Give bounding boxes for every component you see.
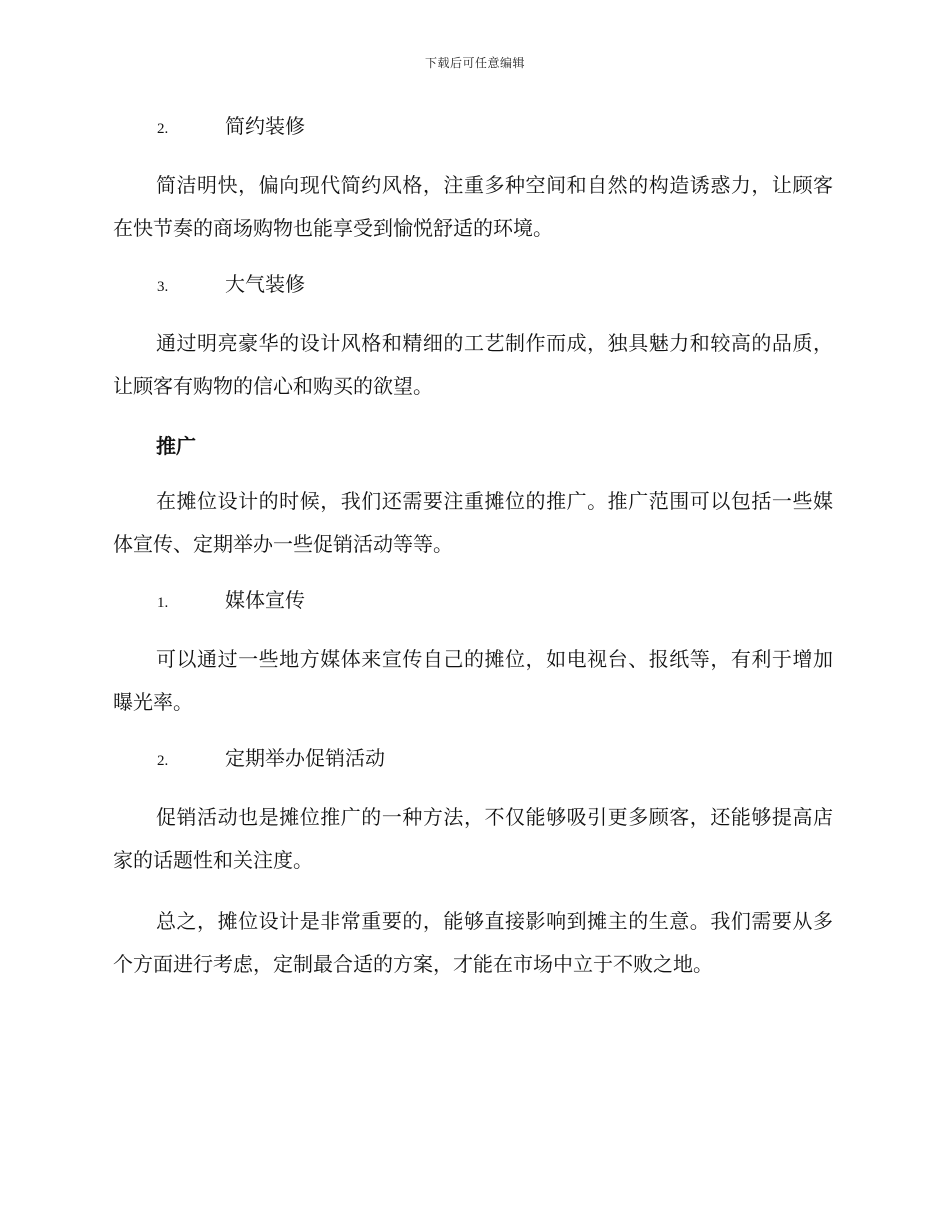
list-title: 媒体宣传 [225, 588, 305, 612]
list-number: 2. [157, 753, 169, 769]
paragraph-media: 可以通过一些地方媒体来宣传自己的摊位，如电视台、报纸等，有利于增加曝光率。 [113, 647, 833, 714]
paragraph-conclusion: 总之，摊位设计是非常重要的，能够直接影响到摊主的生意。我们需要从多个方面进行考虑，定制最合适的方案，才能在市场中立于不败之地。 [113, 909, 833, 976]
list-heading-promo-events [113, 742, 833, 782]
list-title: 定期举办促销活动 [225, 746, 385, 770]
paragraph-grand-decoration: 通过明亮豪华的设计风格和精细的工艺制作而成，独具魅力和较高的品质，让顾客有购物的信心和购买的欲望。 [113, 331, 833, 398]
section-heading-promotion: 推广 [156, 434, 196, 458]
paragraph-simple-decoration: 简洁明快，偏向现代简约风格，注重多种空间和自然的构造诱惑力，让顾客在快节奏的商场购物也能享受到愉悦舒适的环境。 [113, 173, 833, 240]
paragraph-promo-events: 促销活动也是摊位推广的一种方法，不仅能够吸引更多顾客，还能够提高店家的话题性和关注度。 [113, 805, 833, 872]
list-title: 简约装修 [225, 114, 305, 138]
list-number: 1. [157, 595, 169, 611]
list-title: 大气装修 [225, 272, 305, 296]
list-heading-simple-decoration [113, 110, 833, 150]
page-header: 下载后可任意编辑 [424, 56, 525, 70]
list-heading-media [113, 584, 833, 624]
list-number: 2. [157, 121, 169, 137]
list-number: 3. [157, 279, 169, 295]
paragraph-promotion: 在摊位设计的时候，我们还需要注重摊位的推广。推广范围可以包括一些媒体宣传、定期举办一些促销活动等等。 [113, 489, 833, 556]
list-heading-grand-decoration [113, 268, 833, 308]
document-body [113, 110, 833, 1004]
